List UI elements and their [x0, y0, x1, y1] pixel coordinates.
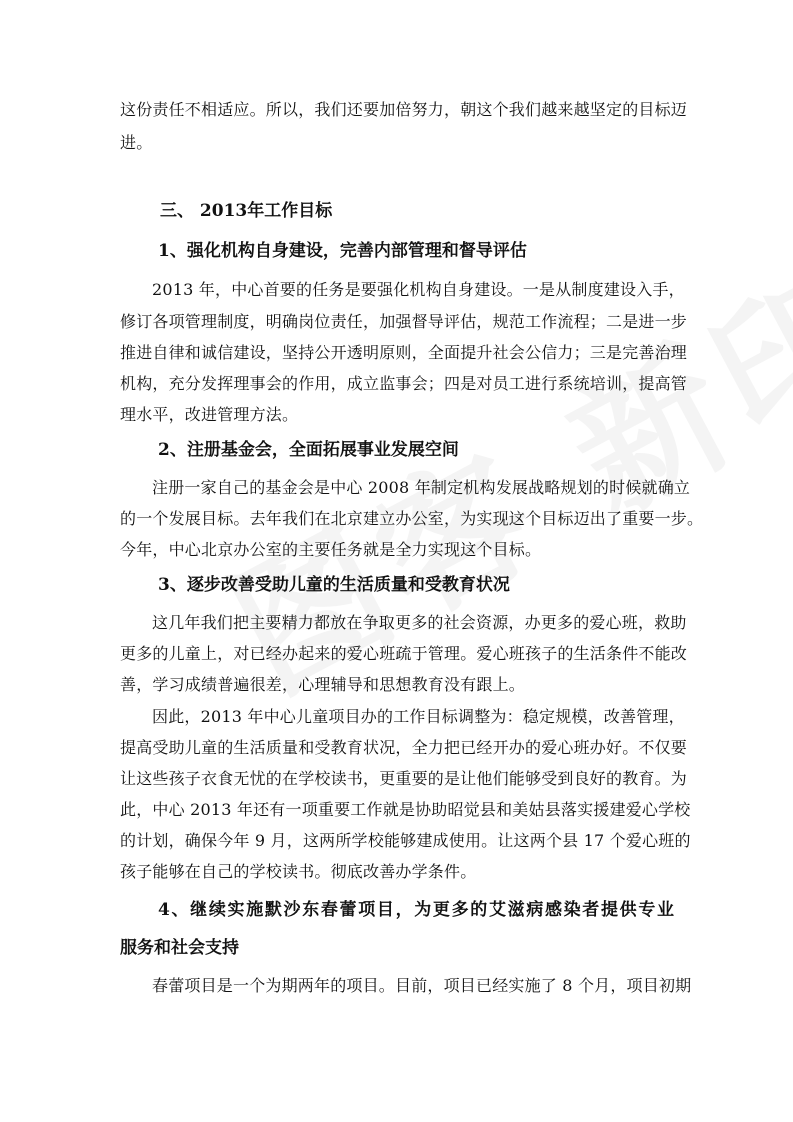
item-heading: 2、注册基金会，全面拓展事业发展空间 — [158, 440, 459, 460]
paragraph-line: 这几年我们把主要精力都放在争取更多的社会资源，办更多的爱心班，救助 — [152, 613, 687, 632]
paragraph-line: 修订各项管理制度，明确岗位责任，加强督导评估，规范工作流程；二是进一步 — [120, 312, 688, 331]
paragraph-line: 进。 — [120, 133, 153, 152]
paragraph-line: 更多的儿童上，对已经办起来的爱心班疏于管理。爱心班孩子的生活条件不能改 — [120, 644, 688, 663]
section-title: 三、 2013年工作目标 — [160, 201, 333, 221]
paragraph-line: 春蕾项目是一个为期两年的项目。目前，项目已经实施了 8 个月，项目初期 — [152, 976, 692, 995]
paragraph-line: 推进自律和诚信建设，坚持公开透明原则，全面提升社会公信力；三是完善治理 — [120, 343, 688, 362]
paragraph-line: 此，中心 2013 年还有一项重要工作就是协助昭觉县和美姑县落实援建爱心学校 — [120, 800, 691, 819]
paragraph-line: 的一个发展目标。去年我们在北京建立办公室，为实现这个目标迈出了重要一步。 — [120, 509, 704, 528]
paragraph-line: 提高受助儿童的生活质量和受教育状况，全力把已经开办的爱心班办好。不仅要 — [120, 738, 688, 757]
paragraph-line: 的计划，确保今年 9 月，这两所学校能够建成使用。让这两个县 17 个爱心班的 — [120, 831, 691, 850]
paragraph-line: 理水平，改进管理方法。 — [120, 405, 299, 424]
paragraph-line: 这份责任不相适应。所以，我们还要加倍努力，朝这个我们越来越坚定的目标迈 — [120, 100, 688, 119]
paragraph-line: 让这些孩子衣食无忧的在学校读书，更重要的是让他们能够受到良好的教育。为 — [120, 769, 688, 788]
item-heading: 3、逐步改善受助儿童的生活质量和受教育状况 — [158, 575, 510, 595]
paragraph-line: 2013 年，中心首要的任务是要强化机构自身建设。一是从制度建设入手， — [152, 280, 685, 299]
paragraph-line: 机构，充分发挥理事会的作用，成立监事会；四是对员工进行系统培训，提高管 — [120, 374, 688, 393]
paragraph-line: 因此，2013 年中心儿童项目办的工作目标调整为：稳定规模，改善管理， — [152, 707, 685, 726]
paragraph-line: 孩子能够在自己的学校读书。彻底改善办学条件。 — [120, 862, 477, 881]
item-heading: 4、继续实施默沙东春蕾项目，为更多的艾滋病感染者提供专业 — [158, 900, 674, 920]
paragraph-line: 今年，中心北京办公室的主要任务就是全力实现这个目标。 — [120, 540, 542, 559]
paragraph-line: 注册一家自己的基金会是中心 2008 年制定机构发展战略规划的时候就确立 — [152, 478, 691, 497]
paragraph-line: 善，学习成绩普遍很差，心理辅导和思想教育没有跟上。 — [120, 675, 526, 694]
item-heading: 1、强化机构自身建设，完善内部管理和督导评估 — [158, 241, 527, 261]
item-heading-continued: 服务和社会支持 — [120, 938, 239, 958]
